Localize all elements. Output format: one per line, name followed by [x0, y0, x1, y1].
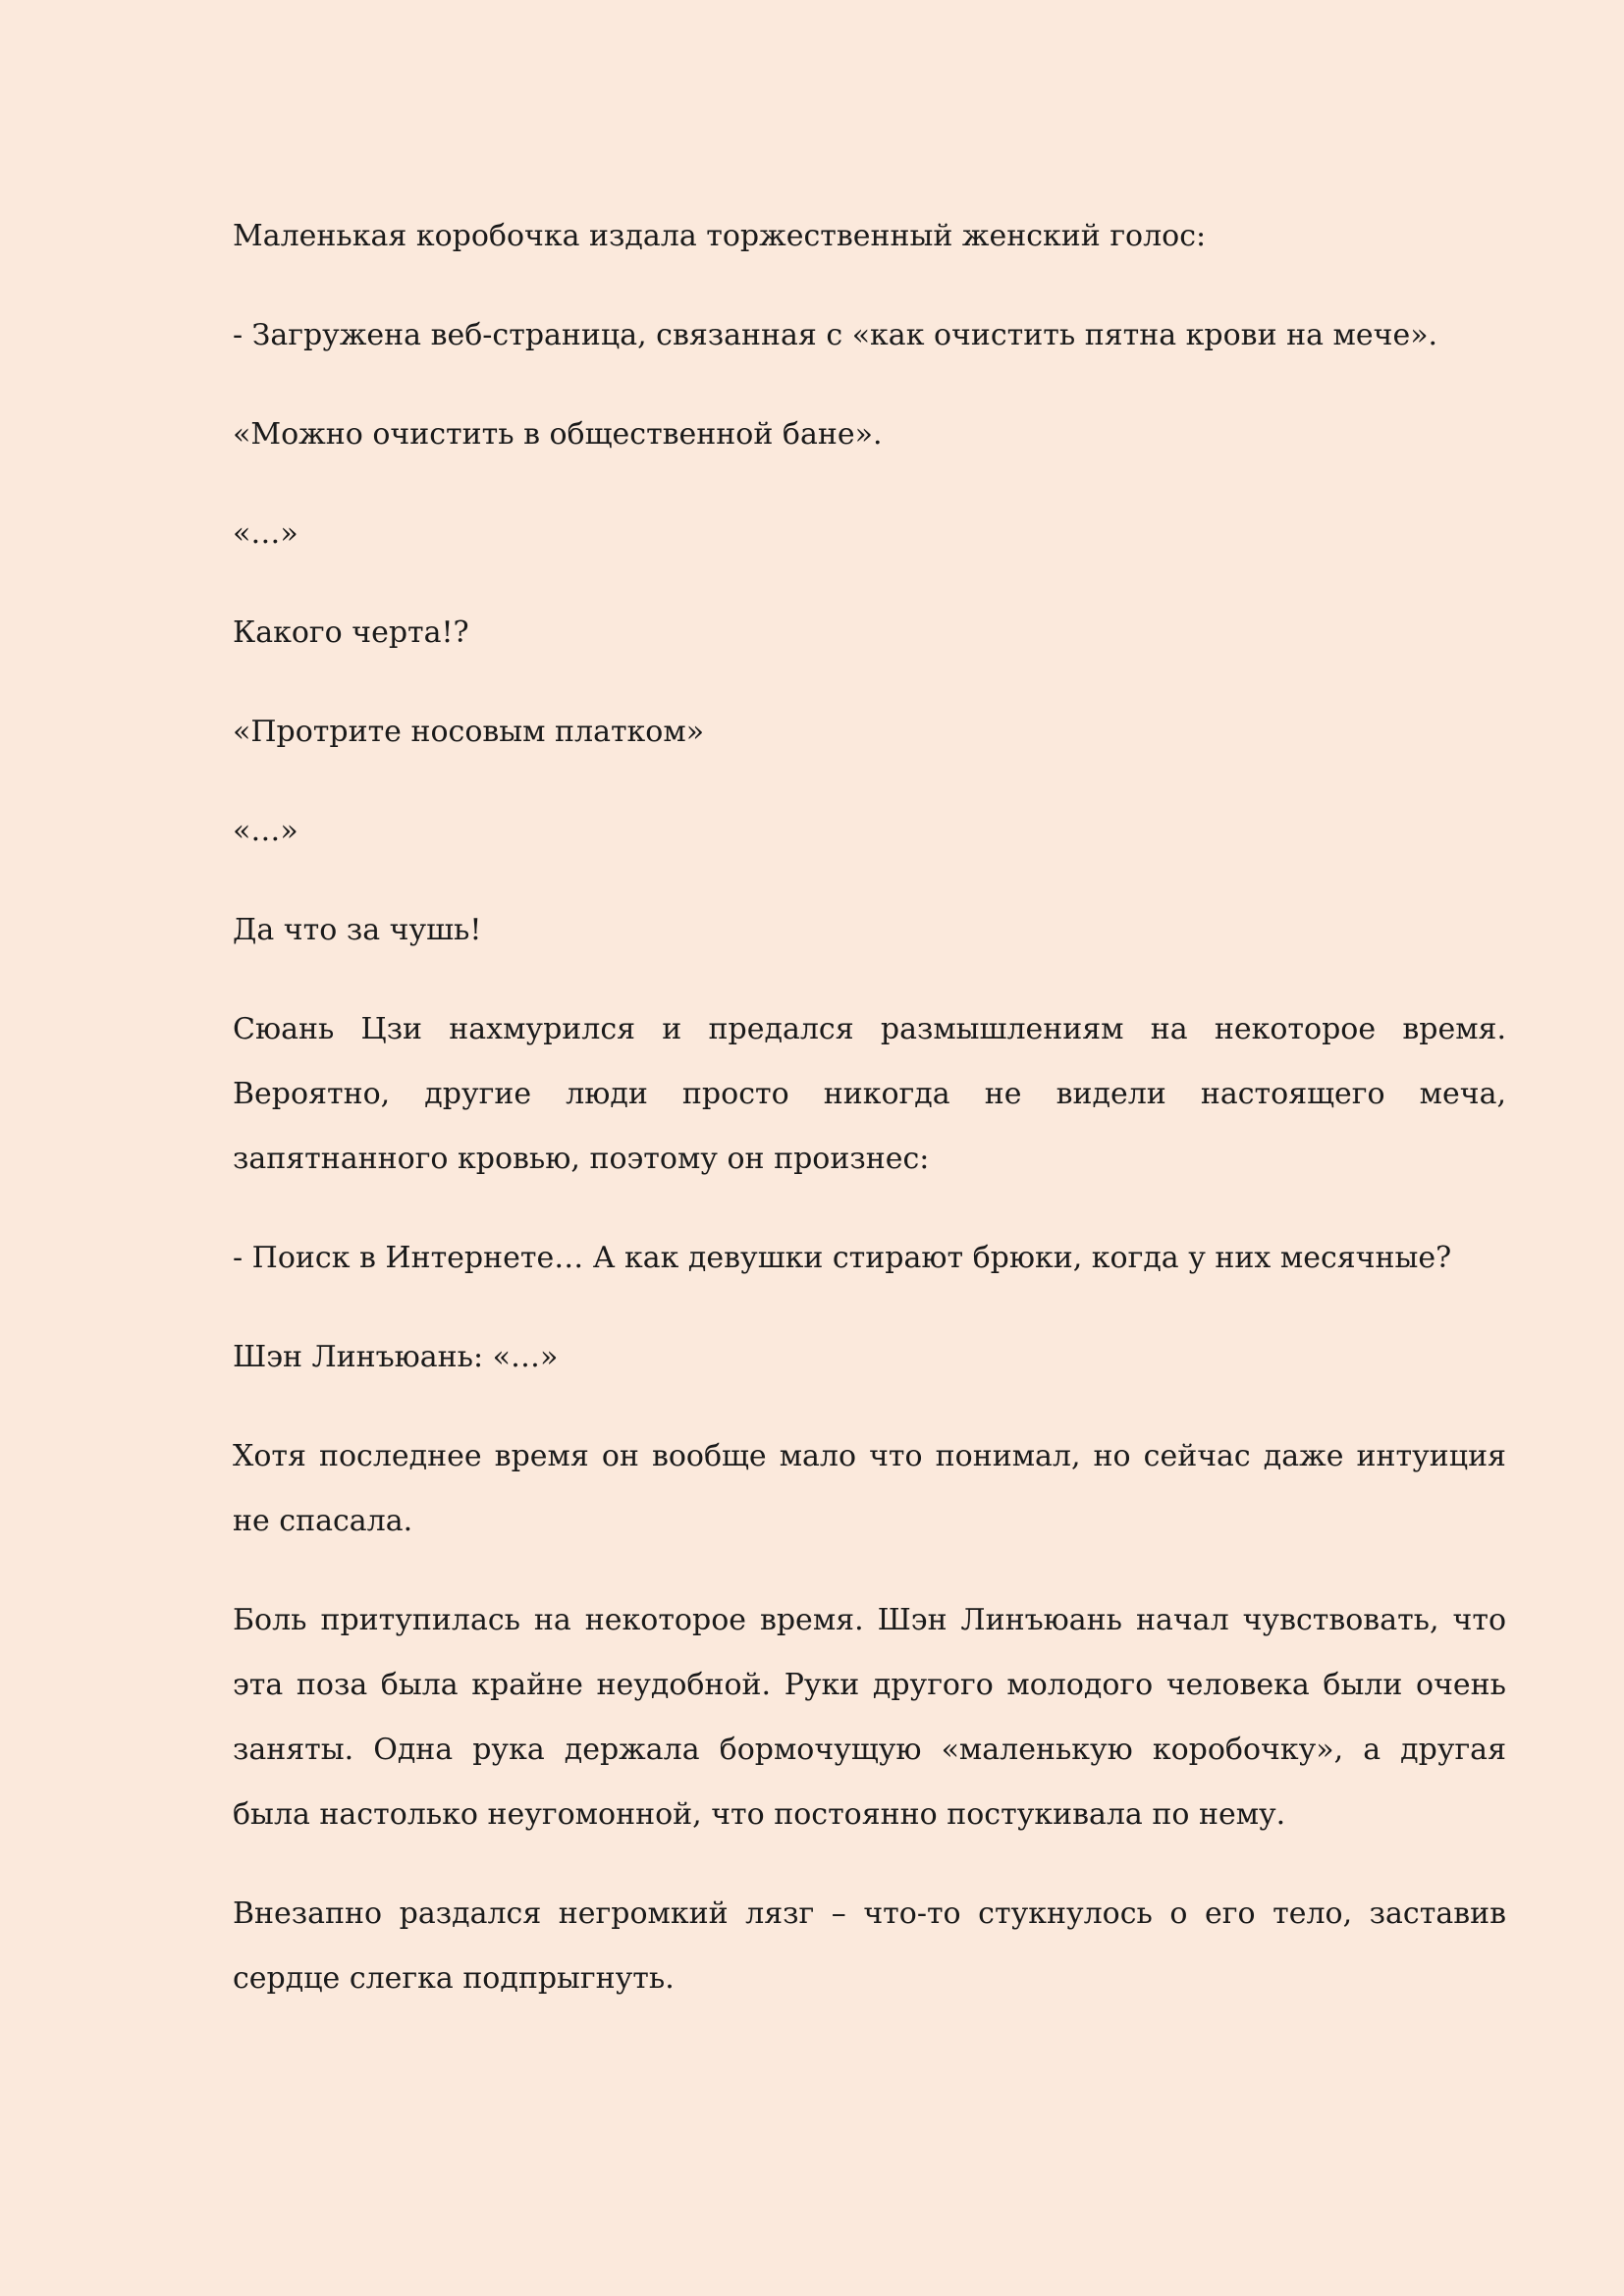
paragraph: - Поиск в Интернете… А как девушки стирают брюки, когда у них месячные?	[233, 1241, 1452, 1275]
paragraph: «…»	[233, 814, 298, 848]
paragraph: Сюань Цзи нахмурился и предался размышлениям на некоторое время. Вероятно, другие люди просто никогда не видели настоящего меча, запятнанного кровью, поэтому он произнес:	[233, 1012, 1506, 1176]
document-page	[233, 204, 1506, 2046]
paragraph: Да что за чушь!	[233, 913, 482, 947]
paragraph: «Можно очистить в общественной бане».	[233, 417, 883, 452]
paragraph: Какого черта!?	[233, 615, 469, 650]
paragraph: «…»	[233, 516, 298, 551]
paragraph: Боль притупилась на некоторое время. Шэн Линъюань начал чувствовать, что эта поза была крайне неудобной. Руки другого молодого человека были очень заняты. Одна рука держала бормочущую «маленькую коробочку», а другая была настолько неугомонной, что постоянно постукивала по нему.	[233, 1603, 1506, 1832]
paragraph: Маленькая коробочка издала торжественный женский голос:	[233, 219, 1207, 253]
paragraph: Шэн Линъюань: «…»	[233, 1340, 559, 1374]
paragraph: - Загружена веб-страница, связанная с «как очистить пятна крови на мече».	[233, 318, 1438, 352]
paragraph: Внезапно раздался негромкий лязг – что-то стукнулось о его тело, заставив сердце слегка подпрыгнуть.	[233, 1896, 1506, 1996]
paragraph: «Протрите носовым платком»	[233, 715, 705, 749]
paragraph: Хотя последнее время он вообще мало что понимал, но сейчас даже интуиция не спасала.	[233, 1439, 1506, 1538]
